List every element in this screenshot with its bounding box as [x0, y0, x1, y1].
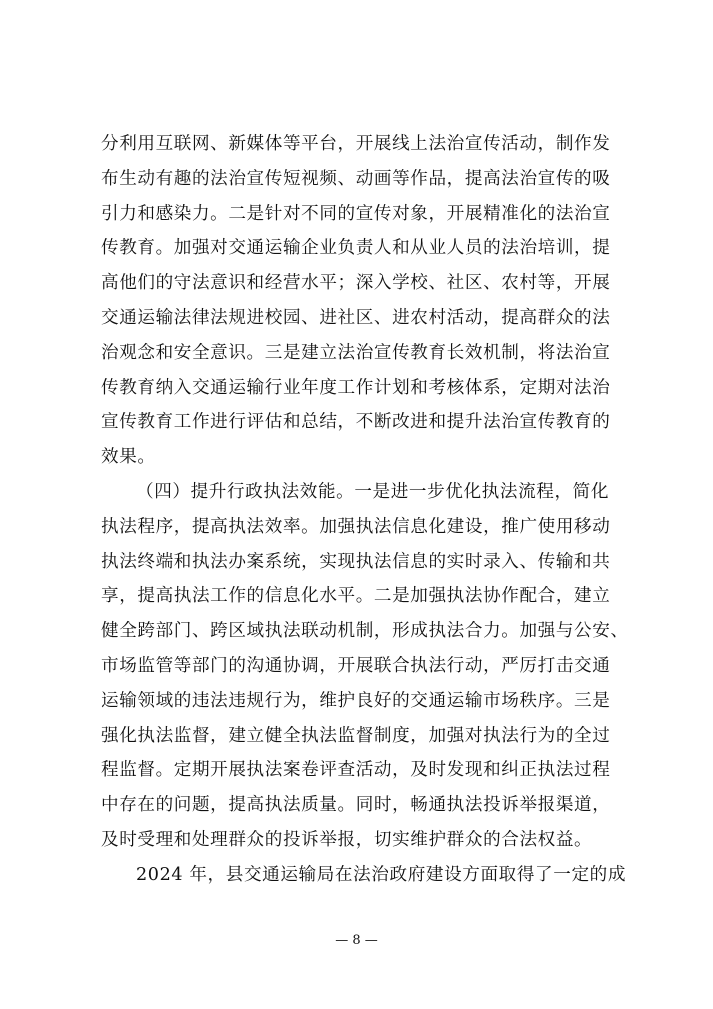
- text-line: 健全跨部门、跨区域执法联动机制，形成执法合力。加强与公安、: [101, 621, 629, 642]
- text-line: 布生动有趣的法治宣传短视频、动画等作品，提高法治宣传的吸: [101, 168, 611, 189]
- text-line: 中存在的问题，提高执法质量。同时，畅通执法投诉举报渠道，: [101, 795, 611, 816]
- body-text: [101, 127, 631, 893]
- text-line: 享，提高执法工作的信息化水平。二是加强执法协作配合，建立: [101, 586, 611, 607]
- text-line: 程监督。定期开展执法案卷评查活动，及时发现和纠正执法过程: [101, 760, 611, 781]
- text-line: 执法程序，提高执法效率。加强执法信息化建设，推广使用移动: [101, 516, 611, 537]
- paragraph-start-line: 2024 年，县交通运输局在法治政府建设方面取得了一定的成: [136, 864, 627, 885]
- text-line: 市场监管等部门的沟通协调，开展联合执法行动，严厉打击交通: [101, 655, 611, 676]
- text-line: 运输领域的违法违规行为，维护良好的交通运输市场秩序。三是: [101, 690, 611, 711]
- text-line: 引力和感染力。二是针对不同的宣传对象，开展精准化的法治宣: [101, 203, 611, 224]
- text-line: 交通运输法律法规进校园、进社区、进农村活动，提高群众的法: [101, 307, 611, 328]
- text-line: 及时受理和处理群众的投诉举报，切实维护群众的合法权益。: [101, 829, 593, 850]
- page-number: — 8 —: [335, 933, 378, 948]
- text-line: 分利用互联网、新媒体等平台，开展线上法治宣传活动，制作发: [101, 134, 611, 154]
- text-line: 宣传教育工作进行评估和总结，不断改进和提升法治宣传教育的: [101, 412, 611, 433]
- text-line: 传教育纳入交通运输行业年度工作计划和考核体系，定期对法治: [101, 377, 611, 398]
- section-heading-line: （四）提升行政执法效能。一是进一步优化执法流程，简化: [136, 481, 610, 502]
- text-line: 传教育。加强对交通运输企业负责人和从业人员的法治培训，提: [101, 238, 611, 259]
- text-line: 效果。: [101, 447, 156, 468]
- text-line: 高他们的守法意识和经营水平；深入学校、社区、农村等，开展: [101, 273, 611, 294]
- text-line: 执法终端和执法办案系统，实现执法信息的实时录入、传输和共: [101, 551, 611, 572]
- text-line: 治观念和安全意识。三是建立法治宣传教育长效机制，将法治宣: [101, 342, 611, 363]
- text-line: 强化执法监督，建立健全执法监督制度，加强对执法行为的全过: [101, 725, 611, 746]
